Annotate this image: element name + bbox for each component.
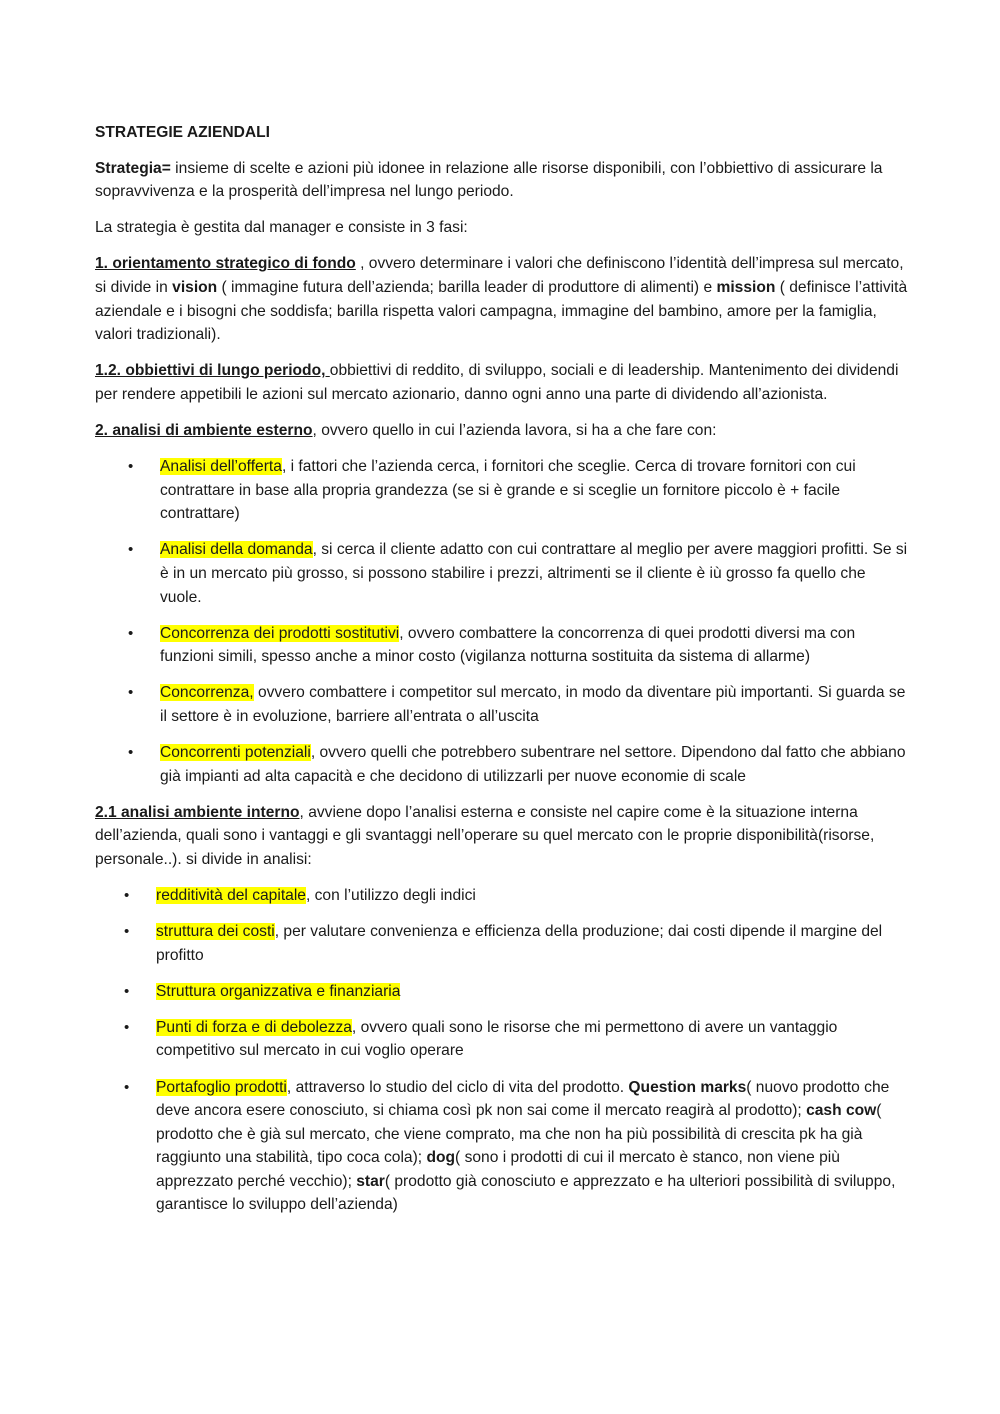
term-mission: mission [716, 278, 776, 296]
list-item-text: ( prodotto già conosciuto e apprezzato e ha ulteriori possibilità di sviluppo, garantisce lo sviluppo dell’azienda) [156, 1172, 896, 1214]
section-ambiente-esterno [95, 419, 910, 443]
list-item-text: , ovvero quelli che potrebbero subentrare nel settore. Dipendono dal fatto che abbiano già impianti ad alta capacità e che decidono di utilizzarli per nuove economie di scale [160, 743, 906, 785]
list-item-text: ( prodotto che è già sul mercato, che viene comprato, ma che non ha più possibilità di crescita pk ha già raggiunto una stabilità, tipo coca cola); [156, 1102, 882, 1167]
bullet-icon: • [128, 458, 134, 476]
list-item-text: , i fattori che l’azienda cerca, i fornitori che sceglie. Cerca di trovare fornitori con cui contrattare in base alla propria grandezza (se si è grande e si sceglie un fornitore piccolo è + facile contrattare) [160, 458, 856, 523]
bullet-icon: • [128, 684, 134, 702]
list-item [95, 920, 910, 967]
highlighted-term: Portafoglio prodotti [156, 1078, 287, 1096]
list-item [95, 1016, 910, 1063]
list-item [95, 884, 910, 908]
section-text: , avviene dopo l’analisi esterna e consiste nel capire come è la situazione interna dell’azienda, quali sono i vantaggi e gli svantaggi nell’operare su quel mercato con le proprie disponibilità(risorse, personale..). si divide in analisi: [95, 803, 875, 868]
bullet-icon: • [124, 1018, 130, 1036]
highlighted-term: Analisi della domanda [160, 541, 313, 559]
document-body [95, 121, 910, 1230]
section-heading-obbiettivi: 1.2. obbiettivi di lungo periodo, [95, 362, 330, 380]
bullet-icon: • [124, 1078, 130, 1096]
highlighted-term: struttura dei costi [156, 923, 275, 941]
highlighted-term: Analisi dell’offerta [160, 458, 282, 476]
list-item-text: , attraverso lo studio del ciclo di vita del prodotto. [286, 1078, 629, 1096]
document-title: STRATEGIE AZIENDALI [95, 124, 270, 141]
term-star: star [356, 1172, 385, 1190]
list-item [95, 980, 910, 1004]
external-analysis-list [95, 455, 910, 788]
section-ambiente-interno [95, 801, 910, 872]
bullet-icon: • [128, 624, 134, 642]
list-item-portfolio [95, 1076, 910, 1218]
section-text: ( definisce l’attività aziendale e i bisogni che soddisfa; barilla rispetta valori campagna, immagine del bambino, amore per la famiglia, valori tradizionali). [95, 278, 908, 344]
list-item-text: , si cerca il cliente adatto con cui contrattare al meglio per avere maggiori profitti. Se si è in un mercato più grosso, si possono stabilire i prezzi, altrimenti se il cliente è iù grosso fa quello che vuole. [160, 541, 908, 606]
highlighted-term: Struttura organizzativa e finanziaria [156, 982, 401, 1000]
bullet-icon: • [124, 982, 130, 1000]
term-vision: vision [172, 278, 218, 296]
list-item-text: ovvero combattere i competitor sul mercato, in modo da diventare più importanti. Si guarda se il settore è in evoluzione, barriere all’entrata o all’uscita [160, 684, 906, 725]
highlighted-term: Concorrenza, [160, 684, 254, 702]
highlighted-term: Punti di forza e di debolezza [156, 1018, 352, 1036]
bullet-icon: • [124, 886, 130, 904]
list-item-text: , ovvero combattere la concorrenza di quei prodotti diversi ma con funzioni simili, spesso anche a minor costo (vigilanza notturna sostituita da sistema di allarme) [160, 624, 856, 666]
list-item-text: , con l’utilizzo degli indici [305, 886, 476, 904]
term-dog: dog [426, 1149, 456, 1167]
section-heading-ambiente-esterno: 2. analisi di ambiente esterno [95, 421, 313, 439]
section-text: , ovvero quello in cui l’azienda lavora, si ha a che fare con: [312, 421, 717, 439]
section-obbiettivi [95, 359, 910, 406]
term-cash-cow: cash cow [806, 1102, 877, 1120]
definition-text: insieme di scelte e azioni più idonee in relazione alle risorse disponibili, con l’obbiettivo di assicurare la sopravvivenza e la prosperità dell’impresa nel lungo periodo. [95, 159, 883, 201]
section-orientamento [95, 252, 910, 346]
highlighted-term: redditività del capitale [156, 886, 306, 904]
highlighted-term: Concorrenti potenziali [160, 743, 311, 761]
list-item [95, 681, 910, 728]
internal-analysis-list [95, 884, 910, 1217]
term-question-marks: Question marks [628, 1078, 747, 1096]
bullet-icon: • [128, 541, 134, 559]
section-heading-ambiente-interno: 2.1 analisi ambiente interno [95, 803, 300, 821]
section-text: , ovvero determinare i valori che definiscono l’identità dell’impresa sul mercato, si divide in [95, 255, 904, 296]
list-item [95, 455, 910, 526]
section-heading-orientamento: 1. orientamento strategico di fondo [95, 255, 356, 273]
bullet-icon: • [128, 743, 134, 761]
list-item [95, 622, 910, 669]
bullet-icon: • [124, 923, 130, 941]
list-item-text: , per valutare convenienza e efficienza della produzione; dai costi dipende il margine del profitto [156, 923, 883, 964]
list-item-text: ( nuovo prodotto che deve ancora esere conosciuto, si chiama così pk non sai come il mercato reagirà al prodotto); [156, 1078, 890, 1120]
list-item-text: , ovvero quali sono le risorse che mi permettono di avere un vantaggio competitivo sul mercato in cui voglio operare [156, 1018, 838, 1060]
highlighted-term: Concorrenza dei prodotti sostitutivi [160, 624, 400, 642]
term-strategia: Strategia= [95, 159, 171, 177]
list-item [95, 741, 910, 788]
list-item [95, 538, 910, 609]
section-text: obbiettivi di reddito, di sviluppo, sociali e di leadership. Mantenimento dei dividendi per rendere appetibili le azioni sul mercato azionario, danno ogni anno una parte di dividendo all’azionista. [95, 362, 899, 403]
section-text: ( immagine futura dell’azienda; barilla leader di produttore di alimenti) e [217, 278, 717, 296]
paragraph-strategia-definition [95, 157, 910, 204]
paragraph-phases-intro: La strategia è gestita dal manager e consiste in 3 fasi: [95, 219, 468, 237]
list-item-text: ( sono i prodotti di cui il mercato è stanco, non viene più apprezzato perché vecchio); [156, 1149, 840, 1190]
